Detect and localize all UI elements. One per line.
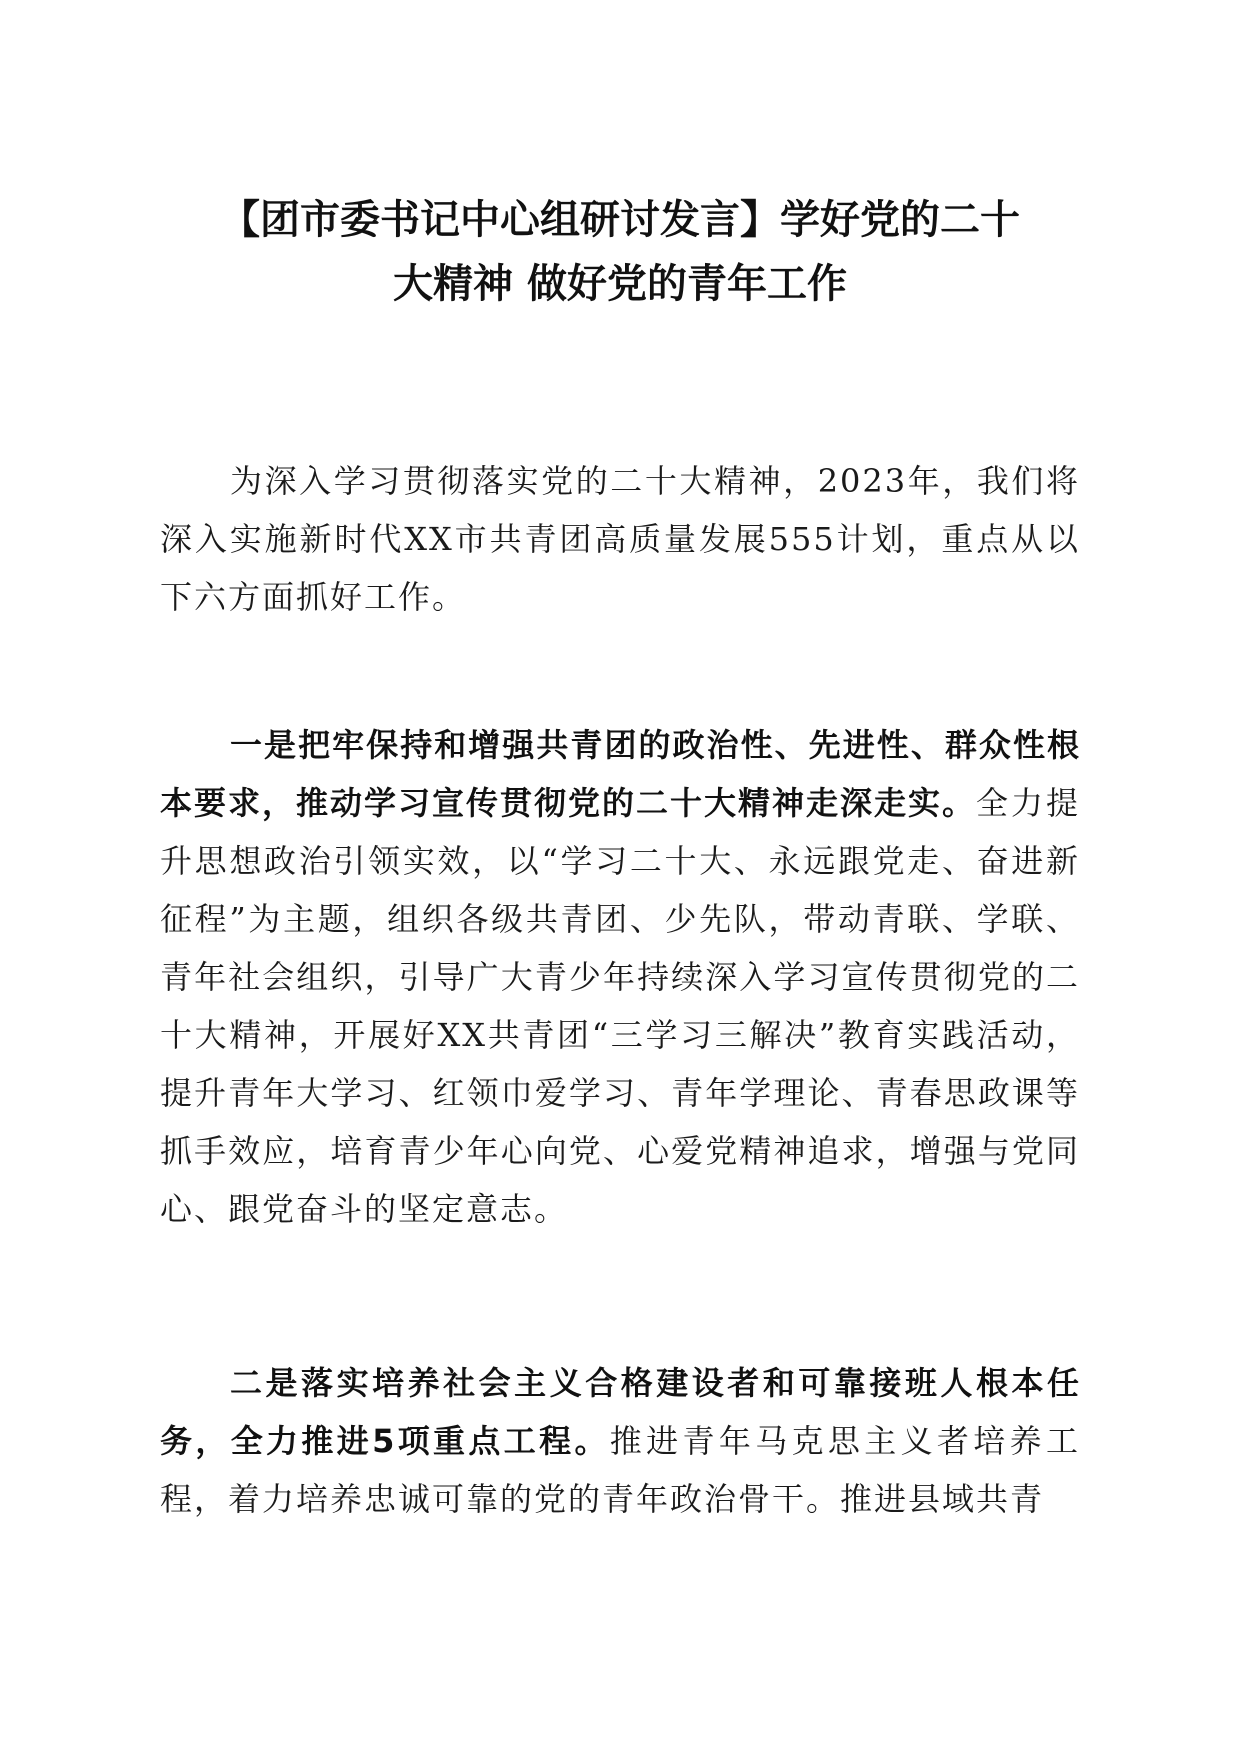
paragraph-lead: 一是把牢保持和增强共青团的政治性、先进性、群众性根本要求，推动学习宣传贯彻党的二十大精神走深走实。 — [160, 726, 1080, 822]
paragraph-point-one — [160, 716, 1080, 1238]
document-title — [150, 188, 1090, 316]
title-line-1: 【团市委书记中心组研讨发言】学好党的二十 — [220, 197, 1020, 243]
paragraph-body: 为深入学习贯彻落实党的二十大精神，2023年，我们将深入实施新时代XX市共青团高质量发展555计划，重点从以下六方面抓好工作。 — [160, 462, 1080, 616]
title-line-2: 大精神 做好党的青年工作 — [393, 261, 847, 307]
paragraph-point-two — [160, 1354, 1080, 1528]
paragraph-body: 全力提升思想政治引领实效，以“学习二十大、永远跟党走、奋进新征程”为主题，组织各级共青团、少先队，带动青联、学联、青年社会组织，引导广大青少年持续深入学习宣传贯彻党的二十大精神，开展好XX共青团“三学习三解决”教育实践活动，提升青年大学习、红领巾爱学习、青年学理论、青春思政课等抓手效应，培育青少年心向党、心爱党精神追求，增强与党同心、跟党奋斗的坚定意志。 — [160, 784, 1080, 1228]
paragraph-lead: 二是落实培养社会主义合格建设者和可靠接班人根本任务，全力推进5项重点工程。 — [160, 1364, 1080, 1460]
paragraph-intro — [160, 452, 1080, 626]
paragraph-body: 推进青年马克思主义者培养工程，着力培养忠诚可靠的党的青年政治骨干。推进县域共青 — [160, 1422, 1080, 1518]
